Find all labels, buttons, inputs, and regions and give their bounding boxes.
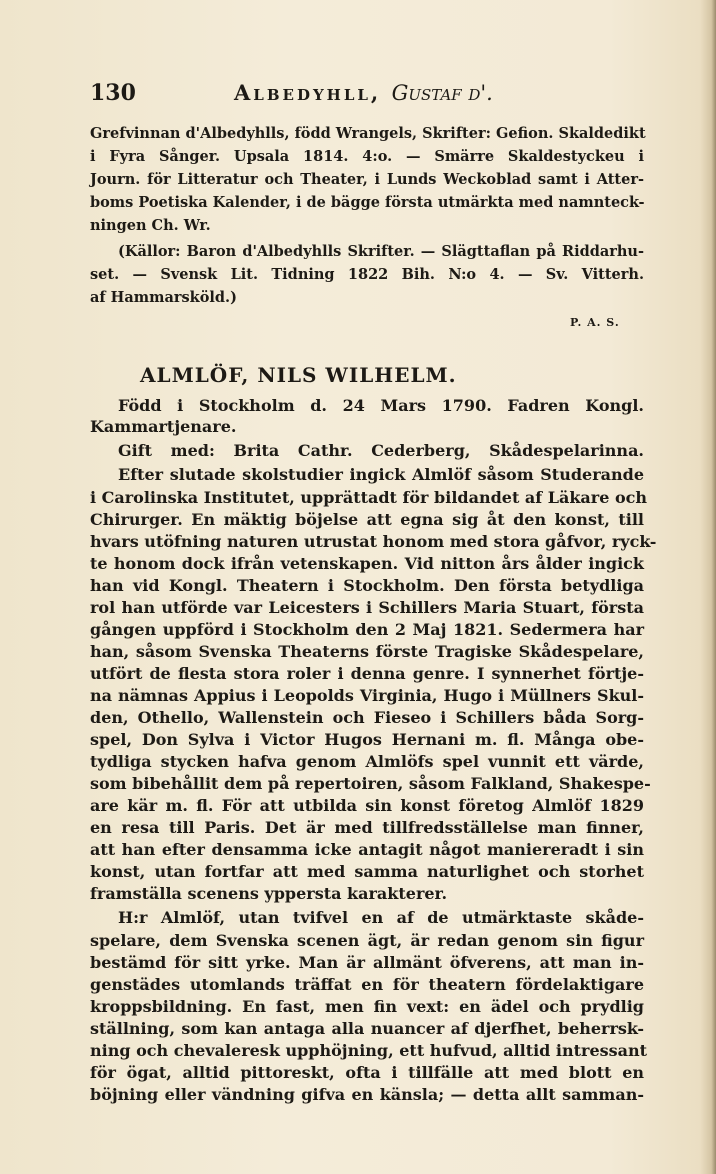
entry-line: hvars utöfning naturen utrustat honom med stora gåfvor, ryck- [90,532,657,551]
prev-line: boms Poetiska Kalender, i de bägge första utmärkta med namnteck- [90,194,645,211]
entry-line: för ögat, alltid pittoreskt, ofta i tillfälle att med blott en [90,1063,644,1082]
entry-line: konst, utan fortfar att med samma naturlighet och storhet [90,862,644,881]
page-number: 130 [90,80,136,106]
entry-line: framställa scenens yppersta karakterer. [90,884,448,903]
entry-line: Gift med: Brita Cathr. Cederberg, Skådespelarinna. [118,441,644,460]
running-head-given-name: Gustaf d'. [391,81,493,105]
entry-line: den, Othello, Wallenstein och Fieseo i Schillers båda Sorg- [90,708,644,727]
entry-line: Kammartjenare. [90,417,237,436]
entry-line: bestämd för sitt yrke. Man är allmänt öfverens, att man in- [90,953,644,972]
prev-line: i Fyra Sånger. Upsala 1814. 4:o. — Smärre Skaldestyckeu i [90,148,644,165]
entry-line: Chirurger. En mäktig böjelse att egna sig åt den konst, till [90,510,644,529]
sources-line: (Källor: Baron d'Albedyhlls Skrifter. — Slägttaflan på Riddarhu- [118,243,644,260]
author-signature: P. A. S. [570,316,620,329]
entry-line: att han efter densamma icke antagit något maniereradt i sin [90,840,644,859]
entry-line: han vid Kongl. Theatern i Stockholm. Den första betydliga [90,576,644,595]
entry-line: na nämnas Appius i Leopolds Virginia, Hugo i Müllners Skul- [90,686,644,705]
entry-line: are kär m. fl. För att utbilda sin konst företog Almlöf 1829 [90,796,644,815]
sources-line: set. — Svensk Lit. Tidning 1822 Bih. N:o 4. — Sv. Vitterh. [90,266,644,283]
running-head-name: Albedyhll, [234,80,382,105]
entry-line: ning och chevaleresk upphöjning, ett hufvud, alltid intressant [90,1041,648,1060]
entry-line: ställning, som kan antaga alla nuancer af djerfhet, beherrsk- [90,1019,644,1038]
prev-line: Journ. för Litteratur och Theater, i Lunds Weckoblad samt i Atter- [90,171,644,188]
entry-line: som bibehållit dem på repertoiren, såsom Falkland, Shakespe- [90,774,651,793]
entry-line: Efter slutade skolstudier ingick Almlöf såsom Studerande [118,465,644,484]
entry-line: utfört de flesta stora roler i denna genre. I synnerhet förtje- [90,664,644,683]
prev-line: Grefvinnan d'Albedyhlls, född Wrangels, Skrifter: Gefion. Skaldedikt [90,125,646,142]
entry-line: spel, Don Sylva i Victor Hugos Hernani m. fl. Många obe- [90,730,644,749]
entry-line: han, såsom Svenska Theaterns förste Tragiske Skådespelare, [90,642,644,661]
page-header [90,80,650,110]
running-head [234,80,493,105]
entry-line: genstädes utomlands träffat en för theatern fördelaktigare [90,975,644,994]
entry-line: en resa till Paris. Det är med tillfredsställelse man finner, [90,818,644,837]
entry-line: tydliga stycken hafva genom Almlöfs spel vunnit ett värde, [90,752,644,771]
entry-line: Född i Stockholm d. 24 Mars 1790. Fadren Kongl. [118,396,644,415]
entry-line: gången uppförd i Stockholm den 2 Maj 1821. Sedermera har [90,620,644,639]
entry-line: te honom dock ifrån vetenskapen. Vid nitton års ålder ingick [90,554,644,573]
entry-line: H:r Almlöf, utan tvifvel en af de utmärktaste skåde- [118,908,644,927]
entry-line: rol han utförde var Leicesters i Schillers Maria Stuart, första [90,598,644,617]
entry-line: kroppsbildning. En fast, men fin vext: en ädel och prydlig [90,997,644,1016]
entry-line: i Carolinska Institutet, upprättadt för bildandet af Läkare och [90,488,648,507]
sources-line: af Hammarsköld.) [90,289,237,306]
entry-line: böjning eller vändning gifva en känsla; — detta allt samman- [90,1085,644,1104]
entry-line: spelare, dem Svenska scenen ägt, är redan genom sin figur [90,931,644,950]
prev-line: ningen Ch. Wr. [90,217,211,234]
entry-heading: ALMLÖF, NILS WILHELM. [140,363,457,387]
page-edge-shadow [700,0,716,1174]
